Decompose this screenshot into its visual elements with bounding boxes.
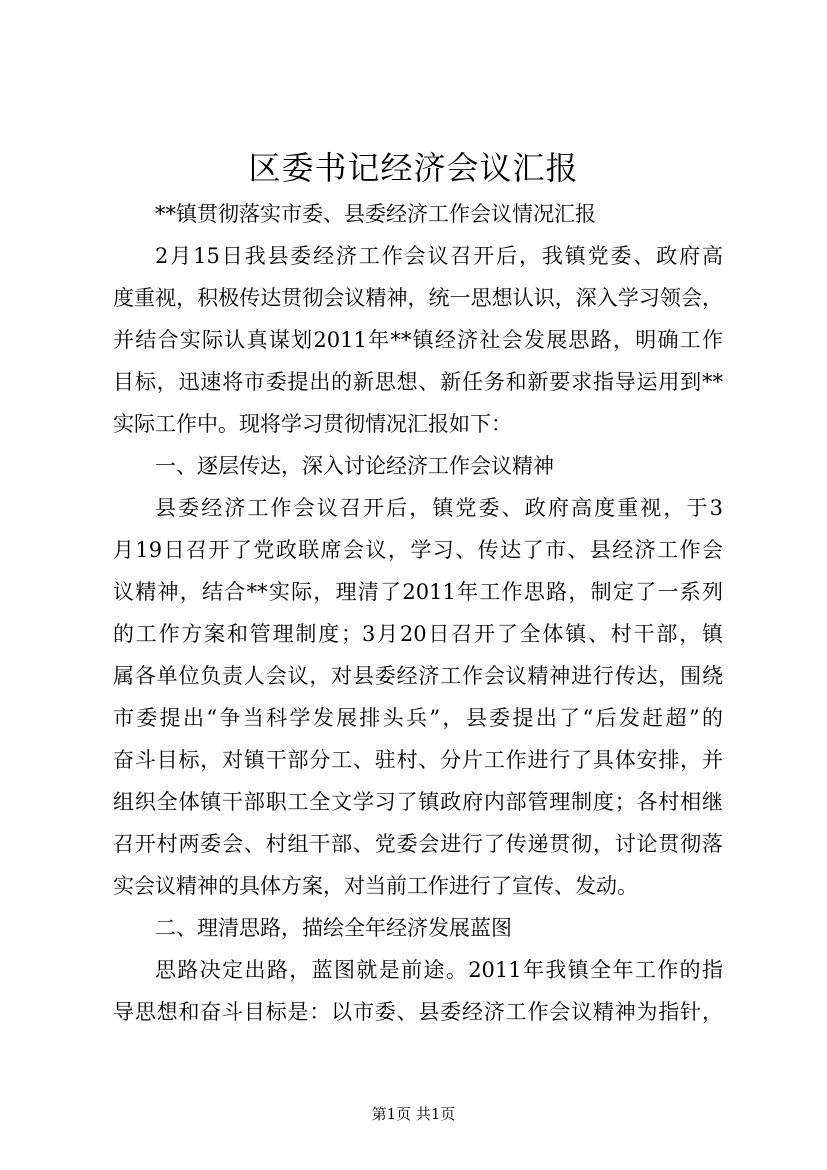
paragraph-line: 召开村两委会、村组干部、党委会进行了传递贯彻，讨论贯彻落 — [113, 832, 723, 856]
paragraph-line: 实际工作中。现将学习贯彻情况汇报如下： — [113, 412, 512, 436]
paragraph-line: 2月15日我县委经济工作会议召开后，我镇党委、政府高 — [155, 244, 723, 268]
paragraph-line: 实会议精神的具体方案，对当前工作进行了宣传、发动。 — [113, 874, 638, 898]
paragraph-line: 市委提出“争当科学发展排头兵”，县委提出了“后发赶超”的 — [113, 706, 723, 730]
paragraph-line: 组织全体镇干部职工全文学习了镇政府内部管理制度；各村相继 — [113, 790, 723, 814]
paragraph-line: 思路决定出路，蓝图就是前途。2011年我镇全年工作的指 — [155, 958, 723, 982]
subtitle-line: **镇贯彻落实市委、县委经济工作会议情况汇报 — [155, 202, 596, 226]
paragraph-line: 并结合实际认真谋划2011年**镇经济社会发展思路，明确工作 — [113, 328, 723, 352]
section-heading: 一、逐层传达，深入讨论经济工作会议精神 — [155, 454, 554, 478]
paragraph-line: 度重视，积极传达贯彻会议精神，统一思想认识，深入学习领会， — [113, 286, 723, 310]
paragraph-line: 奋斗目标，对镇干部分工、驻村、分片工作进行了具体安排，并 — [113, 748, 723, 772]
paragraph-line: 县委经济工作会议召开后，镇党委、政府高度重视，于3 — [155, 496, 723, 520]
paragraph-line: 目标，迅速将市委提出的新思想、新任务和新要求指导运用到** — [113, 370, 723, 394]
section-heading: 二、理清思路，描绘全年经济发展蓝图 — [155, 916, 512, 940]
paragraph-line: 的工作方案和管理制度；3月20日召开了全体镇、村干部，镇 — [113, 622, 723, 646]
paragraph-line: 议精神，结合**实际，理清了2011年工作思路，制定了一系列 — [113, 580, 723, 604]
page-footer: 第1页 共1页 — [371, 1105, 456, 1123]
document-title: 区委书记经济会议汇报 — [248, 149, 579, 187]
paragraph-line: 导思想和奋斗目标是：以市委、县委经济工作会议精神为指针， — [113, 1000, 723, 1024]
paragraph-line: 属各单位负责人会议，对县委经济工作会议精神进行传达，围绕 — [113, 664, 723, 688]
paragraph-line: 月19日召开了党政联席会议，学习、传达了市、县经济工作会 — [113, 538, 723, 562]
